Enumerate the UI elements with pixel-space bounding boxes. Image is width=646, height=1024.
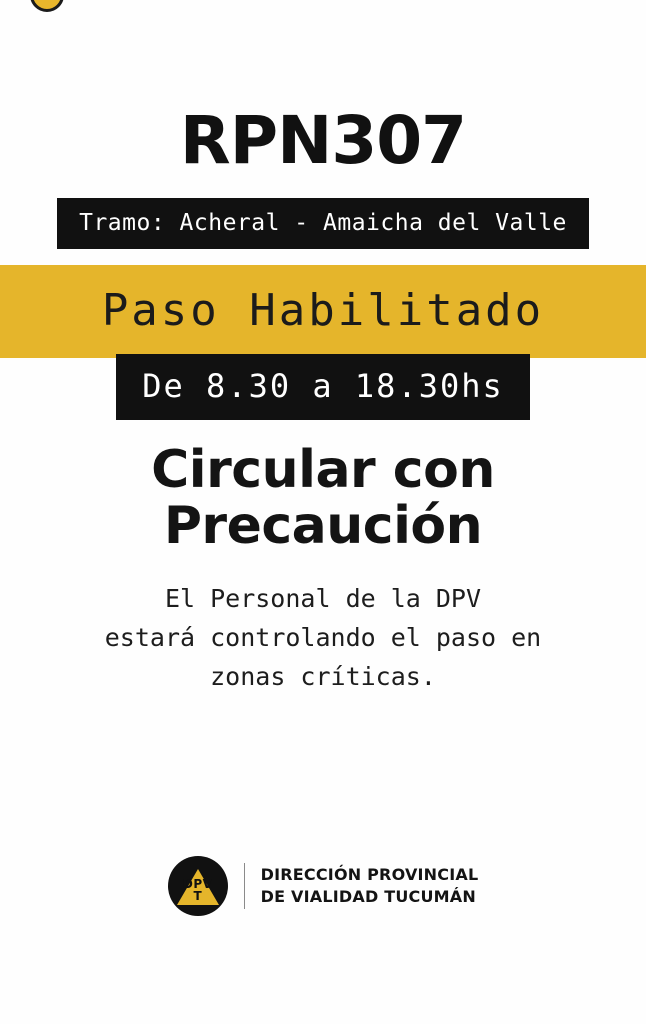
status-banner: Paso Habilitado: [0, 265, 646, 358]
organization-line-2: DE VIALIDAD TUCUMÁN: [260, 887, 476, 906]
headline: [151, 440, 495, 557]
advisory-note-line-3: zonas críticas.: [210, 661, 436, 691]
footer: [0, 856, 646, 916]
advisory-note-line-1: El Personal de la DPV: [164, 584, 482, 614]
footer-divider: [244, 863, 245, 909]
organization-name: [261, 864, 479, 907]
organization-line-1: DIRECCIÓN PROVINCIAL: [260, 865, 479, 885]
advisory-note: [105, 580, 542, 696]
tramo-banner: Tramo: Acheral - Amaicha del Valle: [57, 198, 589, 249]
logo-letter: T: [193, 889, 202, 903]
dpv-logo-icon: [168, 856, 228, 916]
logo-initials: DPV: [182, 877, 213, 891]
top-badge-icon: [30, 0, 64, 12]
schedule-banner: De 8.30 a 18.30hs: [116, 354, 530, 420]
advisory-note-line-2: estará controlando el paso en: [104, 623, 542, 653]
headline-line-1: Circular con: [151, 440, 495, 500]
route-code-title: RPN307: [179, 102, 467, 179]
headline-line-2: Precaución: [163, 496, 483, 557]
